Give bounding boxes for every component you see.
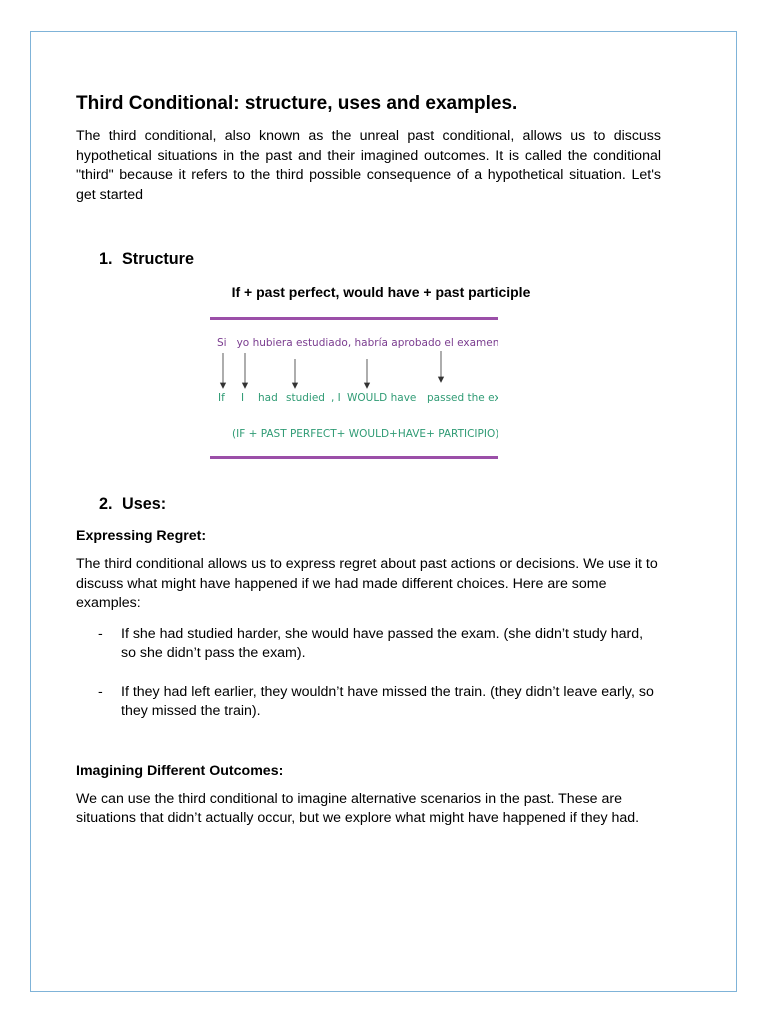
page-title: Third Conditional: structure, uses and examples. <box>76 93 518 114</box>
section-heading-structure <box>76 249 661 269</box>
list-item-text: If they had left earlier, they wouldn’t have missed the train. (they didn’t leave early, so they missed the train). <box>121 683 654 719</box>
example-list <box>76 625 661 722</box>
section-heading-uses <box>76 494 661 514</box>
imagining-paragraph: We can use the third conditional to imagine alternative scenarios in the past. These are situations that didn’t actually occur, but we explore what might have happened if they had. <box>76 790 640 826</box>
section-number: 1. <box>99 250 113 268</box>
subheading-expressing-regret: Expressing Regret: <box>76 528 207 544</box>
list-item <box>76 625 661 664</box>
regret-paragraph: The third conditional allows us to express regret about past actions or decisions. We use it to discuss what might have happened if we had made different choices. Here are some examples: <box>76 556 658 611</box>
diagram-formula: (IF + PAST PERFECT+ WOULD+HAVE+ PARTICIPIO) <box>232 428 498 440</box>
diagram-word-i: I <box>241 392 245 404</box>
diagram-word-passed: passed the ex <box>427 392 498 404</box>
diagram-word-comma-i: , I <box>331 392 341 404</box>
bullet-marker: - <box>98 683 103 700</box>
intro-paragraph: The third conditional, also known as the unreal past conditional, allows us to discuss hypothetical situations in the past and their imagined outcomes. It is called the conditional "third" because it refers to the third possible consequence of a hypothetical situation. Let's get started <box>76 128 661 203</box>
structure-diagram-image <box>210 317 498 459</box>
section-number: 2. <box>99 495 113 513</box>
subheading-imagining-outcomes: Imagining Different Outcomes: <box>76 762 284 779</box>
structure-formula: If + past perfect, would have + past participle <box>231 284 531 300</box>
section-title: Uses: <box>122 495 167 513</box>
diagram-word-had: had <box>258 392 278 404</box>
list-item-text: If she had studied harder, she would have passed the exam. (she didn’t study hard, so she didn’t pass the exam). <box>121 625 644 661</box>
diagram-word-if: If <box>218 392 225 404</box>
bullet-marker: - <box>98 625 103 642</box>
diagram-spanish-sentence: Si yo hubiera estudiado, habría aprobado el examen <box>217 337 498 349</box>
section-title: Structure <box>122 250 194 268</box>
list-item <box>76 683 661 722</box>
diagram-word-would-have: WOULD have <box>347 392 417 404</box>
diagram-word-studied: studied <box>286 392 325 404</box>
document-content <box>76 92 661 829</box>
